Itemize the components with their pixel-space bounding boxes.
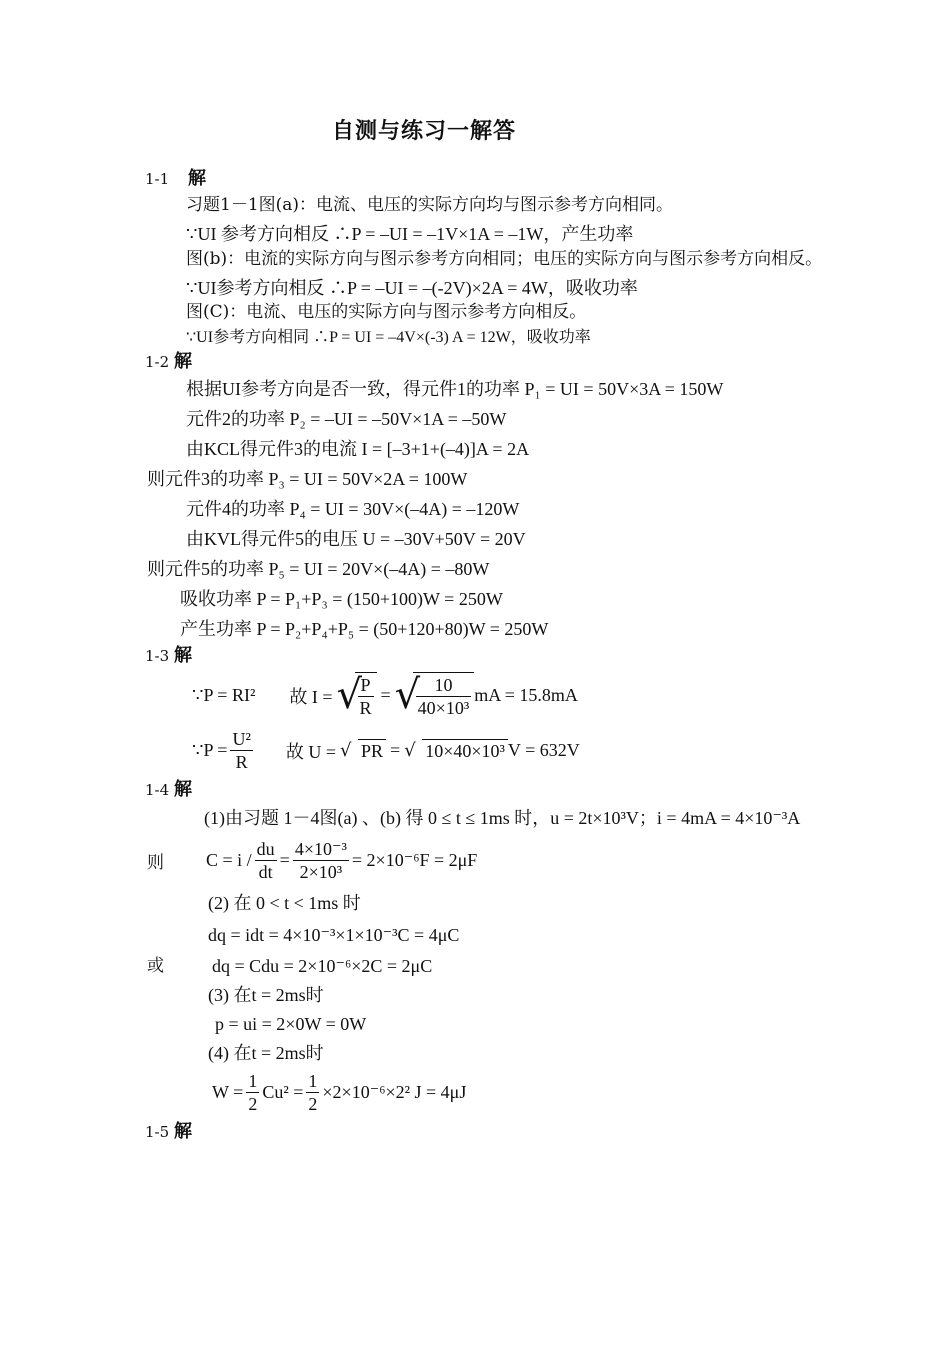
text-label: 或 [147, 956, 164, 976]
solution-label: 解 [173, 645, 192, 666]
square-root: √ PR [340, 739, 386, 762]
equation-line: p = ui = 2×0W = 0W [215, 1014, 367, 1034]
solution-label: 解 [173, 1121, 192, 1142]
equation-lhs: ∵P = RI² [192, 685, 256, 705]
problem-heading-1-5 [145, 1121, 192, 1143]
radicand: 10×40×10³ [422, 739, 508, 762]
problem-heading-1-4 [145, 779, 192, 801]
fraction-numerator: 10 [416, 674, 472, 697]
fraction-numerator: U² [232, 729, 251, 749]
equation-line: (4) 在t = 2ms时 [208, 1043, 324, 1063]
problem-number: 1-3 [145, 647, 170, 665]
equation-line: ∵UI参考方向相反 ∴P = –UI = –(-2V)×2A = 4W，吸收功率 [186, 278, 638, 298]
equation-line: 元件4的功率 P₄ = UI = 30V×(–4A) = –120W [186, 499, 520, 519]
problem-number: 1-5 [145, 1123, 170, 1141]
equation-result: mA = 15.8mA [474, 685, 578, 705]
problem-heading-1-1 [145, 168, 206, 190]
equation-result: V = 632V [507, 740, 580, 760]
fraction-denominator: 2 [248, 1094, 258, 1114]
text-label: 则 [147, 853, 164, 873]
fraction-denominator: 2 [308, 1094, 318, 1114]
fraction-denominator: R [359, 698, 372, 718]
solution-label: 解 [173, 779, 192, 800]
square-root: √ $\frac{10}{\text{40×10³}}$ [395, 672, 475, 719]
radicand: PR [358, 739, 386, 762]
equation-line: dq = Cdu = 2×10⁻⁶×2C = 2μC [212, 956, 433, 976]
equation-line: 由KVL得元件5的电压 U = –30V+50V = 20V [186, 529, 526, 549]
equation-line: dq = idt = 4×10⁻³×1×10⁻³C = 4μC [208, 925, 460, 945]
text-line: 习题1－1图(a)：电流、电压的实际方向均与图示参考方向相同。 [186, 195, 674, 215]
solution-label: 解 [173, 351, 192, 372]
problem-heading-1-3 [145, 645, 192, 667]
equation-line: (1)由习题 1－4图(a) 、(b) 得 0 ≤ t ≤ 1ms 时，u = 2t×10³V；i = 4mA = 4×10⁻³A [204, 808, 801, 828]
equation-line: 由KCL得元件3的电流 I = [–3+1+(–4)]A = 2A [186, 439, 530, 459]
fraction-numerator: du [256, 839, 275, 859]
equation-capacitance: C = i / $\frac{du}{dt}$ = $\frac{\text{4×10⁻³}}{\text{2×10³}}$ = 2×10⁻⁶F = 2μF [206, 839, 478, 882]
equation-line: 吸收功率 P = P₁+P₃ = (150+100)W = 250W [180, 589, 503, 609]
equation-text: 故 U = [285, 741, 337, 762]
equation-line: 根据UI参考方向是否一致，得元件1的功率 P₁ = UI = 50V×3A = 150W [186, 379, 724, 399]
fraction-denominator: 2×10³ [299, 862, 343, 882]
fraction-denominator: dt [258, 862, 273, 882]
fraction-numerator: P [358, 674, 374, 697]
page-title: 自测与练习一解答 [331, 119, 516, 144]
equation-text: 故 I = [289, 686, 333, 707]
equation-line: (3) 在t = 2ms时 [208, 985, 324, 1005]
equation-line: 则元件3的功率 P₃ = UI = 50V×2A = 100W [147, 469, 468, 489]
square-root: √ $\frac{P}{R}$ [337, 672, 377, 719]
text-line: 图(b)：电流的实际方向与图示参考方向相同；电压的实际方向与图示参考方向相反。 [186, 249, 823, 269]
equation-voltage: ∵P = $\frac{\text{U²}}{R}$ 故 U = √ PR = √ 10×40×10³ V = 632V [192, 729, 580, 772]
equation-result: = 2×10⁻⁶F = 2μF [351, 850, 478, 870]
problem-number: 1-4 [145, 781, 170, 799]
equation-lhs: ∵P = [192, 740, 228, 760]
fraction-numerator: 1 [248, 1071, 258, 1091]
square-root: √ 10×40×10³ [404, 739, 508, 762]
equation-energy [212, 1070, 466, 1115]
text-line: 图(C)：电流、电压的实际方向与图示参考方向相反。 [186, 302, 587, 322]
equation-line: ∵UI参考方向相同 ∴P = UI = –4V×(-3) A = 12W，吸收功率 [186, 329, 591, 346]
fraction-denominator: 40×10³ [417, 698, 470, 718]
equation-result: ×2×10⁻⁶×2² J = 4μJ [322, 1082, 467, 1102]
fraction-numerator: 1 [308, 1071, 318, 1091]
equation-lhs: C = i / [206, 850, 252, 870]
fraction-numerator: 4×10⁻³ [294, 839, 347, 859]
equation-line: ∵UI 参考方向相反 ∴P = –UI = –1V×1A = –1W，产生功率 [186, 224, 634, 244]
problem-heading-1-2 [145, 351, 192, 373]
equation-lhs: W = [212, 1082, 244, 1102]
problem-number: 1-2 [145, 353, 170, 371]
equation-text: Cu² = [262, 1082, 304, 1102]
equation-current: ∵P = RI² 故 I = √ $\frac{P}{R}$ = √ $\frac{10}{\text{40×10³}}$ mA = 15.8mA [192, 672, 578, 718]
fraction-denominator: R [235, 752, 248, 772]
solution-label: 解 [187, 168, 206, 189]
equation-line: (2) 在 0 < t < 1ms 时 [208, 893, 361, 913]
equation-line: 则元件5的功率 P₅ = UI = 20V×(–4A) = –80W [147, 559, 490, 579]
equation-line: 元件2的功率 P₂ = –UI = –50V×1A = –50W [186, 409, 507, 429]
equation-line: 产生功率 P = P₂+P₄+P₅ = (50+120+80)W = 250W [180, 619, 549, 639]
problem-number: 1-1 [145, 170, 170, 188]
